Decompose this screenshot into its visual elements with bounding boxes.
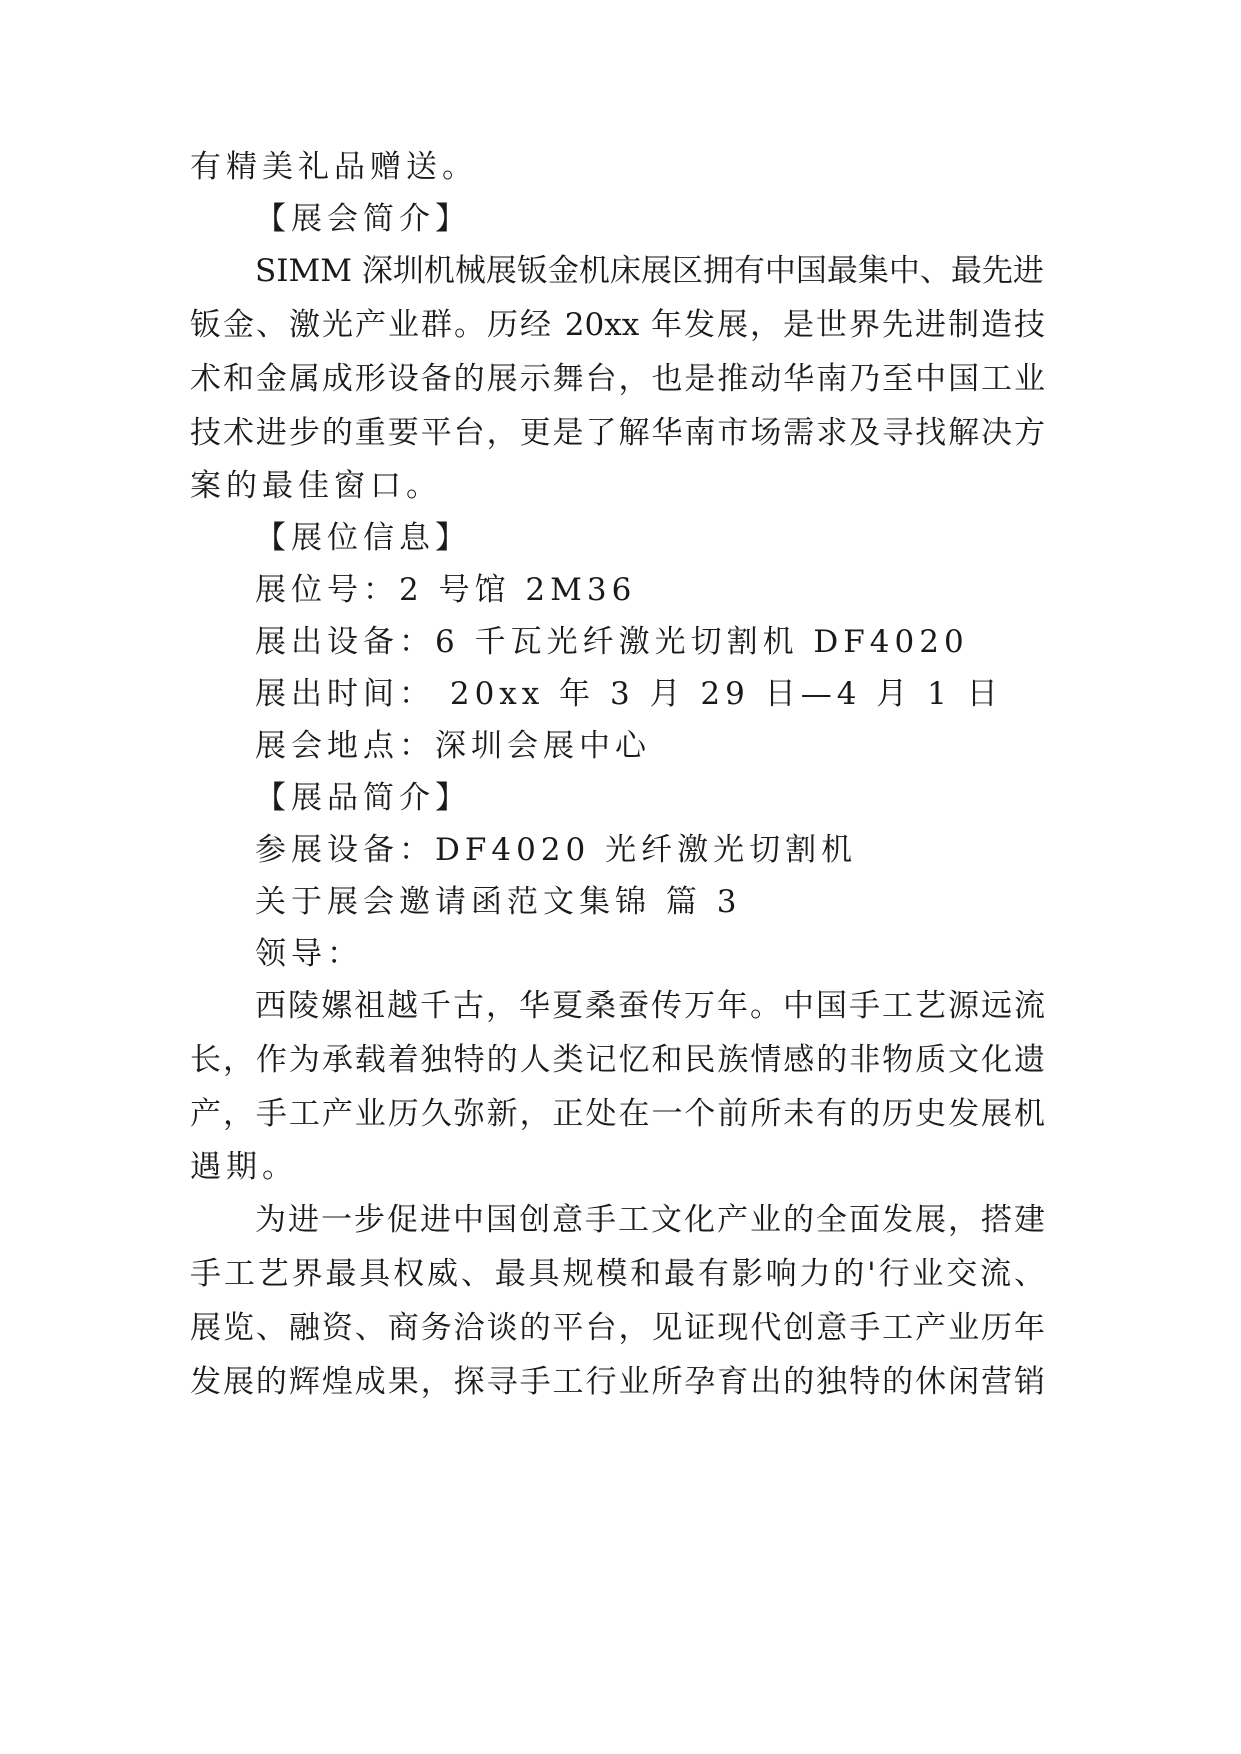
- exhibit-product: 参展设备：DF4020 光纤激光切割机: [255, 832, 858, 868]
- paragraph-line: 手工艺界最具权威、最具规模和最有影响力的'行业交流、: [190, 1256, 1045, 1292]
- section-heading: 【展品简介】: [255, 780, 471, 816]
- paragraph-line: 技术进步的重要平台，更是了解华南市场需求及寻找解决方: [190, 415, 1045, 451]
- article-heading: 关于展会邀请函范文集锦 篇 3: [255, 884, 742, 920]
- paragraph-line: SIMM 深圳机械展钣金机床展区拥有中国最集中、最先进: [255, 253, 1044, 289]
- paragraph-line: 有精美礼品赠送。: [190, 149, 478, 185]
- paragraph-line: 遇期。: [190, 1149, 298, 1185]
- exhibit-location: 展会地点：深圳会展中心: [255, 728, 651, 764]
- booth-number: 展位号：2 号馆 2M36: [255, 572, 637, 608]
- salutation: 领导：: [255, 936, 363, 972]
- exhibit-equipment: 展出设备：6 千瓦光纤激光切割机 DF4020: [255, 624, 969, 660]
- paragraph-line: 为进一步促进中国创意手工文化产业的全面发展，搭建: [255, 1202, 1045, 1238]
- section-heading: 【展会简介】: [255, 201, 471, 237]
- paragraph-line: 术和金属成形设备的展示舞台，也是推动华南乃至中国工业: [190, 361, 1045, 397]
- paragraph-line: 长，作为承载着独特的人类记忆和民族情感的非物质文化遗: [190, 1042, 1045, 1078]
- paragraph-line: 产，手工产业历久弥新，正处在一个前所未有的历史发展机: [190, 1096, 1045, 1132]
- paragraph-line: 展览、融资、商务洽谈的平台，见证现代创意手工产业历年: [190, 1310, 1045, 1346]
- paragraph-line: 发展的辉煌成果，探寻手工行业所孕育出的独特的休闲营销: [190, 1364, 1045, 1400]
- exhibit-time: 展出时间： 20xx 年 3 月 29 日—4 月 1 日: [255, 676, 1003, 712]
- paragraph-line: 钣金、激光产业群。历经 20xx 年发展，是世界先进制造技: [190, 307, 1045, 343]
- paragraph-line: 案的最佳窗口。: [190, 468, 442, 504]
- paragraph-line: 西陵嫘祖越千古，华夏桑蚕传万年。中国手工艺源远流: [255, 988, 1045, 1024]
- section-heading: 【展位信息】: [255, 520, 471, 556]
